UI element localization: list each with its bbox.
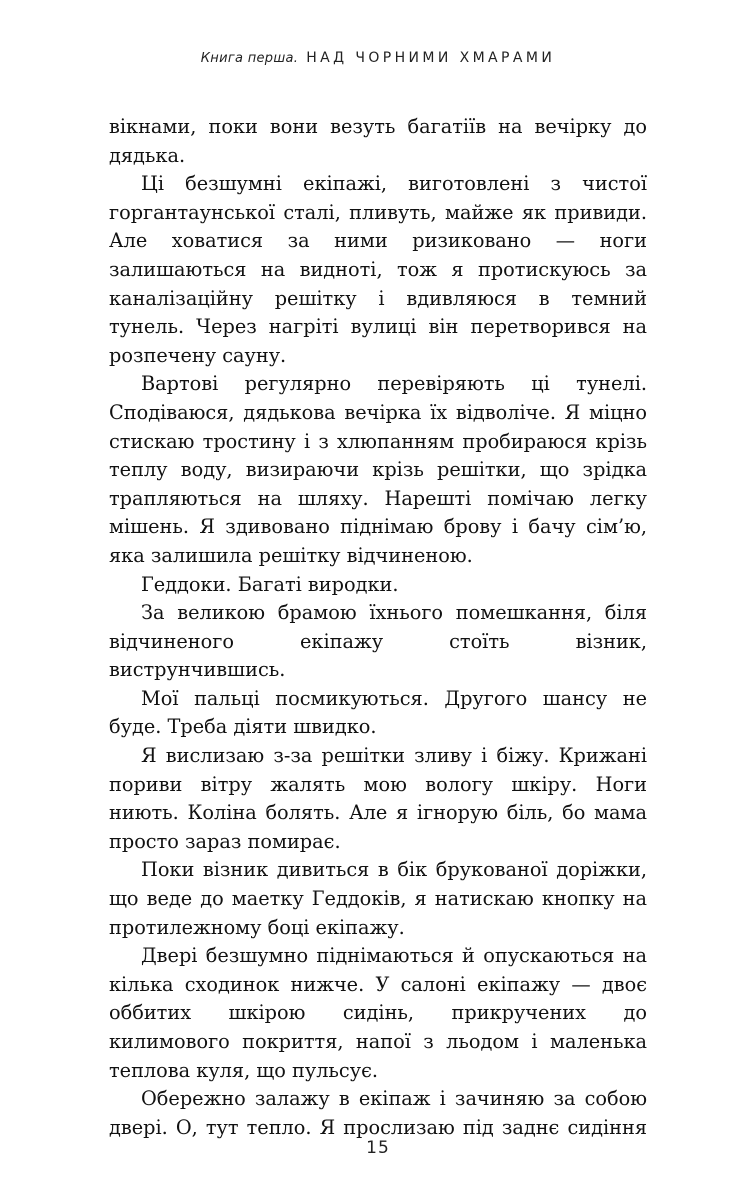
part-title: НАД ЧОРНИМИ ХМАРАМИ [306,50,556,66]
paragraph-2: Ці безшумні екіпажі, виготовлені з чистої горгантаунської сталі, пливуть, майже як привиди. Але ховатися за ними ризиковано — ноги залишаються на видноті, тож я протискуюсь за каналізаційну решітку і вдивляюся в темний тунель. Через нагріті вулиці він перетворився на розпечену сауну. [109,172,647,367]
book-label: Книга перша. [200,51,299,66]
paragraph-7: Я вислизаю з-за решітки зливу і біжу. Крижані пориви вітру жалять мою вологу шкіру. Ноги ниють. Коліна болять. Але я ігнорую біль, бо мама просто зараз помирає. [109,744,647,853]
paragraph-5: За великою брамою їхнього помешкання, біля відчиненого екіпажу стоїть візник, виструнчившись. [109,601,647,682]
paragraph-10: Обережно залажу в екіпаж і зачиняю за собою двері. О, тут тепло. Я прослизаю під заднє сидіння [109,1087,647,1139]
paragraph-3: Вартові регулярно перевіряють ці тунелі. Сподіваюся, дядькова вечірка їх відволіче. Я міцно стискаю тростину і з хлюпанням пробираюся крізь теплу воду, визираючи крізь решітки, що зрідка трапляються на шляху. Нарешті помічаю легку мішень. Я здивовано піднімаю брову і бачу сім’ю, яка залишила решітку відчиненою. [109,372,647,567]
paragraph-4: Геддоки. Багаті виродки. [141,572,399,596]
page-number: 15 [366,1138,390,1158]
paragraph-1: вікнами, поки вони везуть багатіїв на вечірку до дядька. [109,115,647,167]
running-header [0,50,756,66]
paragraph-8: Поки візник дивиться в бік брукованої доріжки, що веде до маетку Геддоків, я натискаю кнопку на протилежному боці екіпажу. [109,858,647,939]
paragraph-6: Мої пальці посмикуються. Другого шансу не буде. Треба діяти швидко. [109,686,647,739]
paragraph-9: Двері безшумно піднімаються й опускаються на кілька сходинок нижче. У салоні екіпажу — двоє оббитих шкірою сидінь, прикручених до килимового покриття, напої з льодом і маленька теплова куля, що пульсує. [109,944,647,1082]
body-text [109,113,647,1142]
